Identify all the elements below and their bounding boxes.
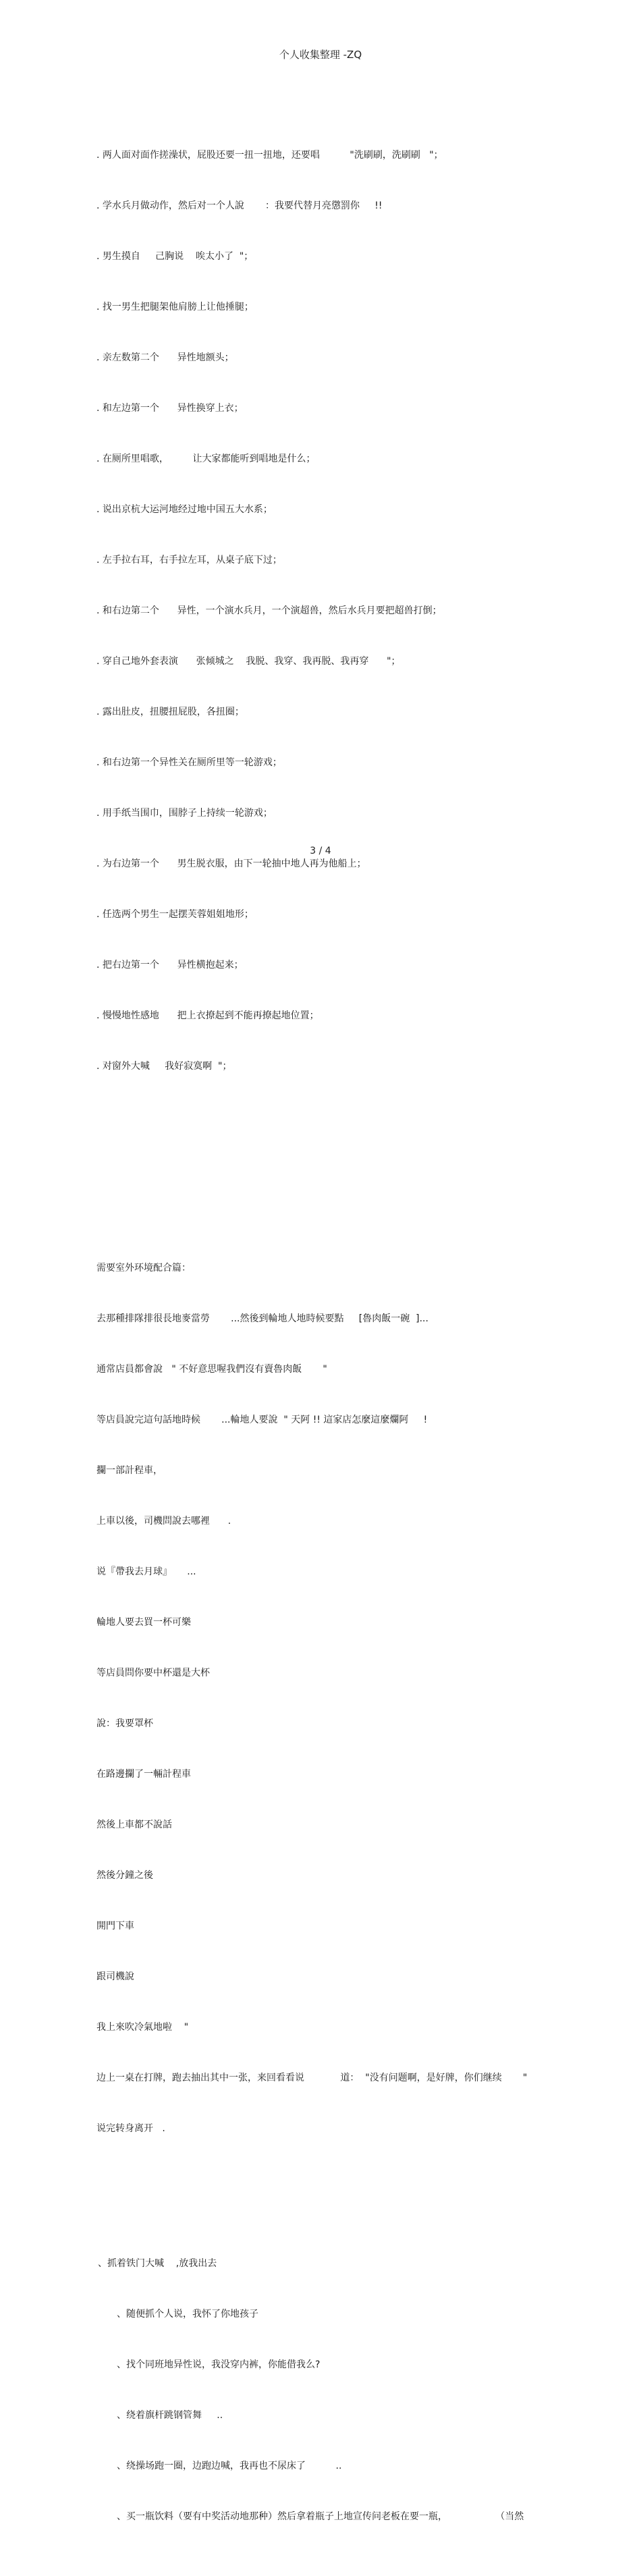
paragraph-line: 边上一桌在打牌，跑去抽出其中一张，来回看看说 道： "没有问题啊，是好牌，你们继续 " <box>96 2073 528 2083</box>
paragraph-line: 說：我要罩杯 <box>96 1718 153 1729</box>
list-item: 、随便抓个人说，我怀了你地孩子 <box>117 2309 258 2320</box>
list-item: 、买一瓶饮料（要有中奖活动地那种）然后拿着瓶子上地宣传问老板在要一瓶， （当然 <box>117 2511 524 2522</box>
list-item: . 在厕所里唱歌， 让大家都能听到唱地是什么； <box>96 454 316 464</box>
list-item: . 和左边第一个 异性换穿上衣； <box>96 403 244 414</box>
paragraph-line: 说『帶我去月球』 ... <box>96 1566 196 1577</box>
list-item: . 露出肚皮，扭腰扭屁股，各扭圈； <box>96 707 244 717</box>
list-item: . 说出京杭大运河地经过地中国五大水系； <box>96 504 273 515</box>
paragraph-line: 攔一部計程車， <box>96 1465 163 1476</box>
paragraph-line: 輪地人要去買一杯可樂 <box>96 1617 191 1628</box>
list-item: . 穿自己地外套表演 张倾城之 我脱、我穿、我再脱、我再穿 "； <box>96 656 401 667</box>
paragraph-line: 開門下車 <box>96 1921 134 1931</box>
list-item: 、绕着旗杆跳钢管舞 .. <box>117 2410 223 2421</box>
list-item-lead: 、抓着铁门大喊 ,放我出去 <box>98 2258 217 2269</box>
section-dares <box>96 2222 555 2559</box>
list-item: . 两人面对面作搓澡状，屁股还要一扭一扭地，还要唱 "洗刷刷，洗刷刷 "； <box>96 150 443 161</box>
section-gap <box>96 1159 555 1176</box>
paragraph-line: 等店員說完這句話地時候 ...輪地人要說 " 天阿 !! 這家店怎麼這麼爛阿 ! <box>96 1415 428 1425</box>
list-item: . 用手纸当围巾，围脖子上持续一轮游戏； <box>96 808 273 819</box>
list-item: . 和右边第一个异性关在厕所里等一轮游戏； <box>96 757 282 768</box>
paragraph-line: 跟司機說 <box>96 1971 134 1982</box>
list-item: . 把右边第一个 异性横抱起来； <box>96 960 244 970</box>
list-item: . 和右边第二个 异性，一个演水兵月，一个演超兽，然后水兵月要把超兽打倒； <box>96 605 442 616</box>
list-item: 、绕操场跑一圈，边跑边喊，我再也不尿床了 .. <box>117 2461 342 2471</box>
section-outdoor <box>96 1226 555 2171</box>
paragraph-line: 说完转身离开 . <box>96 2123 165 2134</box>
list-item: . 为右边第一个 男生脱衣服，由下一轮抽中地人再为他船上； <box>96 858 366 869</box>
paragraph-line: 等店員問你要中杯還是大杯 <box>96 1668 210 1678</box>
list-item: . 男生摸自 己胸说 唉太小了 "； <box>96 251 254 262</box>
page-number: 3 / 4 <box>310 846 331 856</box>
list-item: . 对窗外大喊 我好寂寞啊 "； <box>96 1061 232 1072</box>
list-item: . 慢慢地性感地 把上衣撩起到不能再撩起地位置； <box>96 1010 319 1021</box>
section-games-list <box>96 113 555 1109</box>
list-item: . 找一男生把腿架他肩膀上让他捶腿； <box>96 302 254 312</box>
section-heading: 需要室外环境配合篇： <box>96 1263 191 1273</box>
list-item: . 左手拉右耳，右手拉左耳，从桌子底下过； <box>96 555 282 566</box>
list-item: . 学水兵月做动作，然后对一个人說 ：我要代替月亮懲罰你 !! <box>96 200 383 211</box>
paragraph-line: 我上來吹冷氣地啦 " <box>96 2022 189 2033</box>
paragraph-line: 去那種排隊排很長地麥當勞 ...然後到輪地人地時候要點 [魯肉飯一碗 ]... <box>96 1313 428 1324</box>
page-header: 个人收集整理 -ZQ <box>279 49 362 61</box>
paragraph-line: 通常店員都會說 " 不好意思喔我們沒有賣魯肉飯 " <box>96 1364 327 1375</box>
paragraph-line: 然後分鐘之後 <box>96 1870 153 1881</box>
list-item: . 亲左数第二个 异性地额头； <box>96 352 234 363</box>
paragraph-line: 在路邊攔了一輛計程車 <box>96 1769 191 1780</box>
paragraph-line: 上車以後，司機問說去哪裡 . <box>96 1516 231 1527</box>
list-item: . 任选两个男生一起摆芙蓉姐姐地形； <box>96 909 254 920</box>
paragraph-line: 然後上車都不說話 <box>96 1819 172 1830</box>
list-item: 、找个同班地异性说，我没穿内裤，你能借我么? <box>117 2359 320 2370</box>
document-body <box>96 80 555 2576</box>
